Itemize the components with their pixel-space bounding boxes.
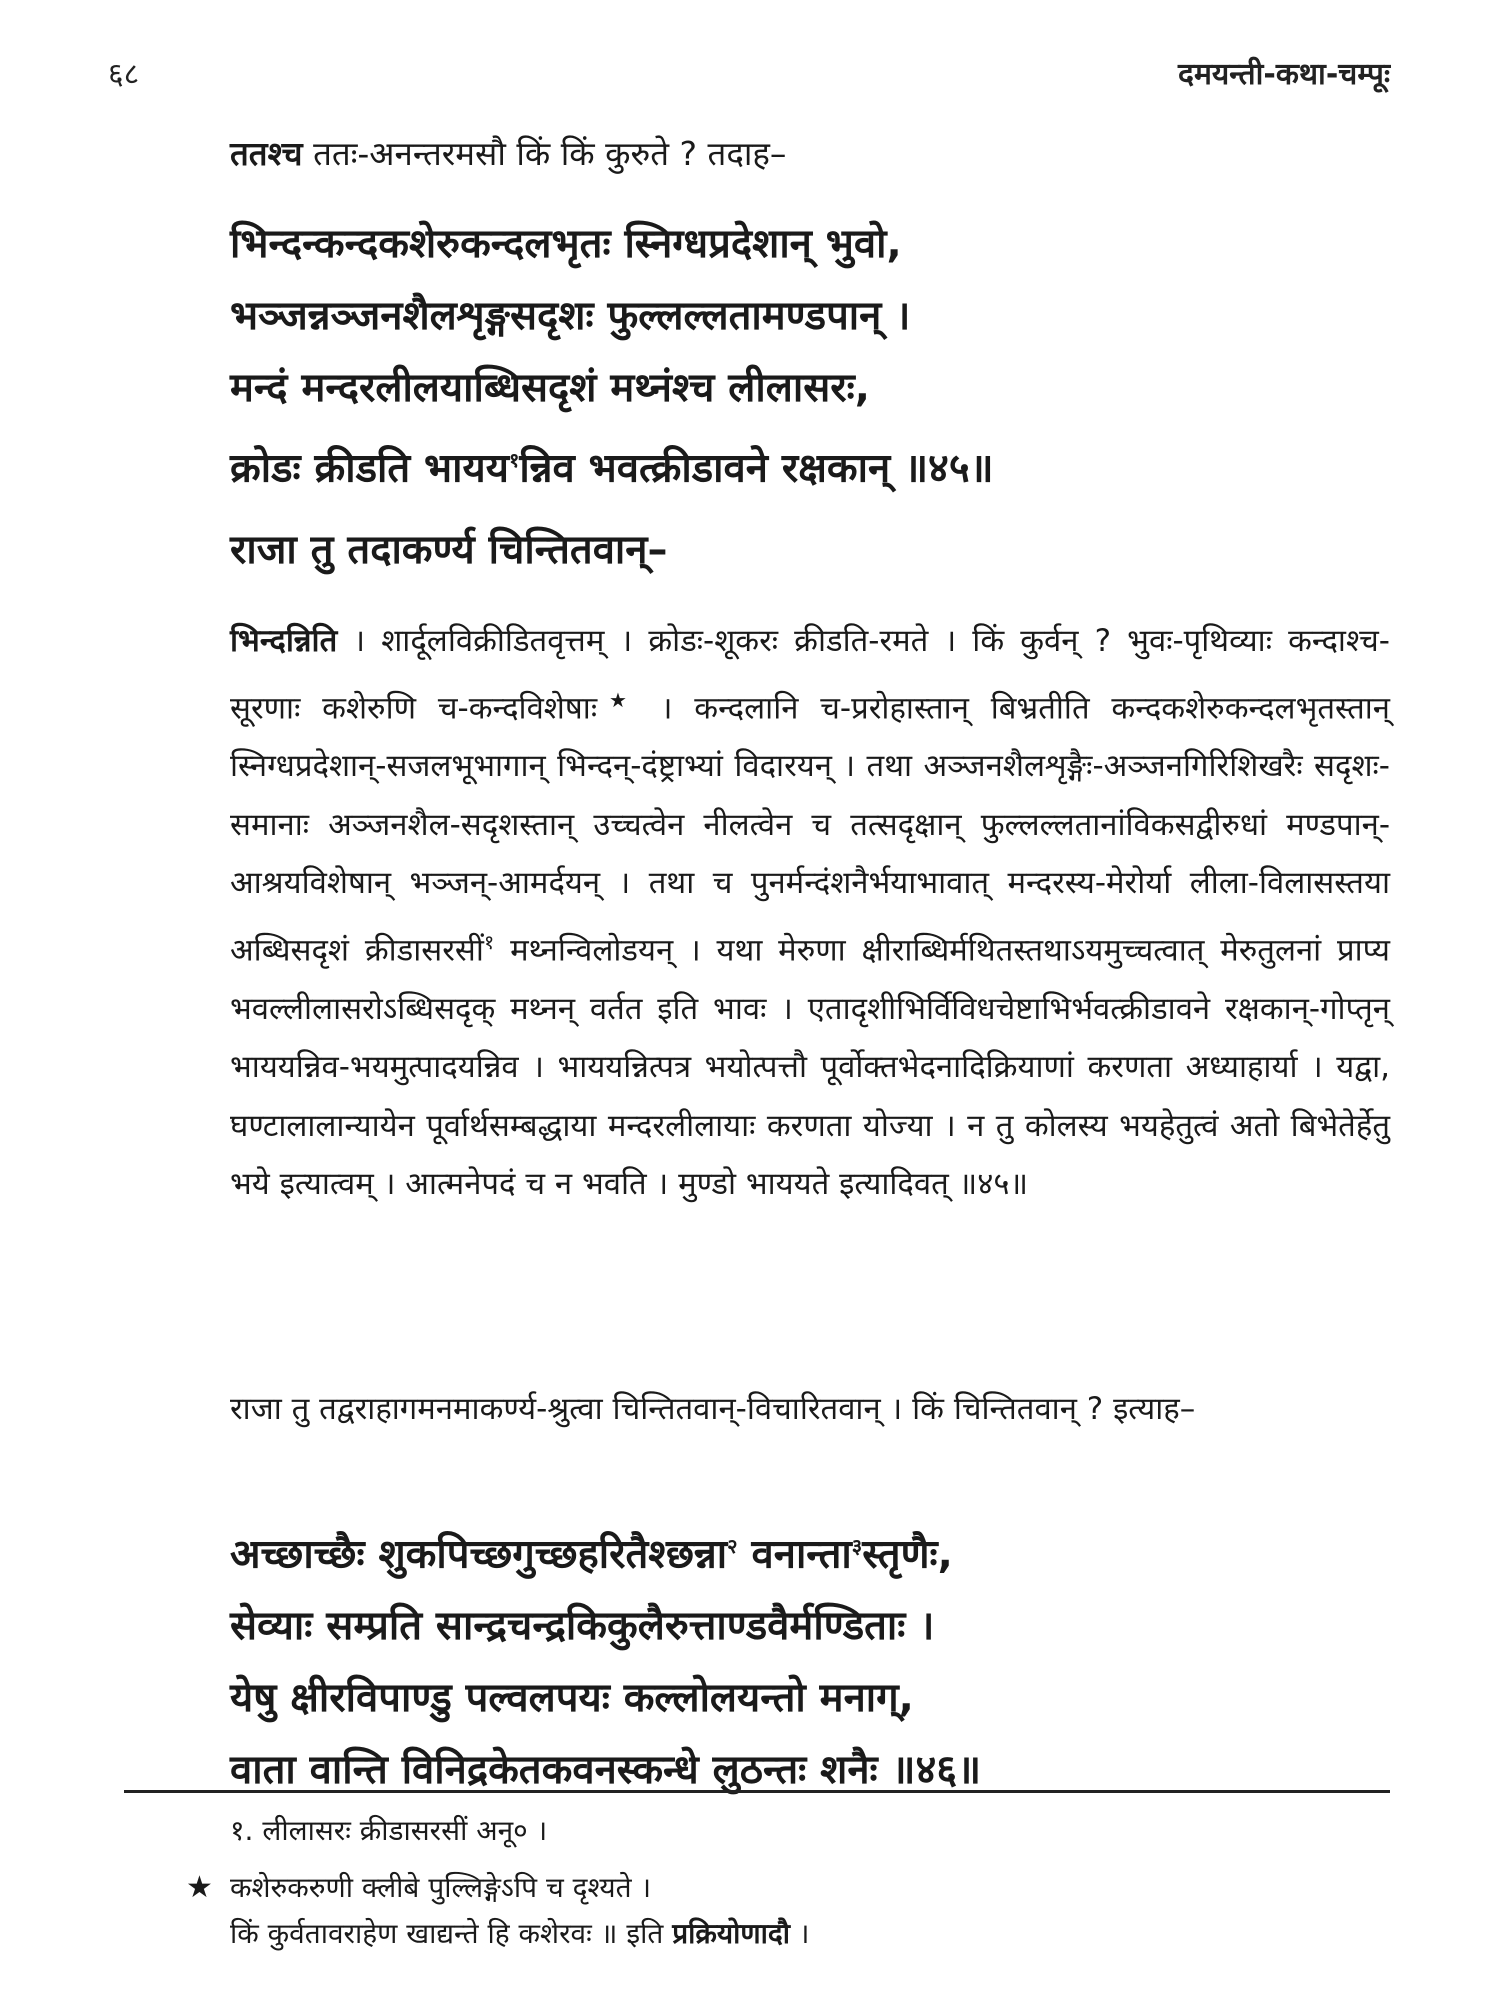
footnote-marker-1: १	[508, 448, 520, 472]
lead-46-text: राजा तु तद्वराहागमनमाकर्ण्य-श्रुत्वा चिन्तितवान्-विचारितवान् । किं चिन्तितवान् ? इत्याह–	[230, 1391, 1196, 1427]
verse-45-line-2: भञ्जन्नञ्जनशैलशृङ्गसदृशः फुल्लल्लतामण्डपान् ।	[230, 293, 911, 339]
verse-46-line-1a: अच्छाच्छैः शुकपिच्छगुच्छहरितैश्छन्ना	[230, 1531, 728, 1578]
footnote-star-line-1: कशेरुकरुणी क्लीबे पुल्लिङ्गेऽपि च दृश्यते ।	[230, 1871, 652, 1904]
footnote-marker-1-commentary: १	[483, 929, 495, 954]
verse-46	[230, 1510, 1392, 1806]
commentary-paragraph	[124, 612, 1390, 1214]
footnote-star-text: किं कुर्वतावराहेण खाद्यन्ते हि कशेरवः ॥ इति	[230, 1917, 673, 1950]
intro-line	[230, 128, 1392, 180]
page-number: ६८	[108, 57, 140, 92]
verse-45	[230, 208, 1392, 504]
intro-lead: ततश्च	[230, 134, 303, 173]
star-icon: ★	[186, 1870, 213, 1905]
lead-to-verse-46	[124, 1380, 1390, 1438]
commentary-part-2: । कन्दलानि च-प्ररोहास्तान् बिभ्रतीति कन्दकशेरुकन्दलभृतस्तान् स्निग्धप्रदेशान्-सजलभूभागान् भिन्दन्-दंष्ट्राभ्यां विदारयन् । तथा अञ्जनशैलशृङ्गैः-अञ्जनगिरिशिखरैः सदृशः-समानाः अञ्जनशैल-सदृशस्तान् उच्चत्वेन नीलत्वेन च तत्सदृक्षान् फुल्लल्लतानांविकसद्वीरुधां मण्डपान्-आश्रयविशेषान् भञ्जन्-आमर्दयन् । तथा च पुनर्मन्दंशनैर्भयाभावात् मन्दरस्य-मेरोर्या लीला-विलासस्तया अब्धिसदृशं क्रीडासरसीं	[230, 689, 1390, 969]
commentary-part-1: । शार्दूलविक्रीडितवृत्तम् । क्रोडः-शूकरः क्रीडति-रमते । किं कुर्वन् ? भुवः-पृथिव्याः कन्दाश्च-सूरणाः कशेरुणि च-कन्दविशेषाः	[230, 623, 1390, 726]
footnote-star-line-2	[230, 1911, 1390, 1957]
verse-46-line-1b: वनान्ता	[737, 1531, 852, 1578]
verse-46-line-3: येषु क्षीरविपाण्डु पल्वलपयः कल्लोलयन्तो मनाग्,	[230, 1675, 914, 1722]
footnote-star-end: ।	[789, 1917, 810, 1950]
verse-46-line-1	[230, 1510, 1392, 1590]
footnote-divider	[124, 1790, 1390, 1793]
verse-46-line-1c: स्तृणैः,	[862, 1531, 953, 1578]
verse-46-line-2: सेव्याः सम्प्रति सान्द्रचन्द्रकिकुलैरुत्ताण्डवैर्मण्डिताः ।	[230, 1603, 935, 1650]
footnote-star-source: प्रक्रियोणादौ	[672, 1917, 790, 1950]
footnote-star	[186, 1865, 1390, 1957]
star-marker: ★	[597, 687, 639, 712]
verse-45-line-4a: क्रोडः क्रीडति भायय	[230, 445, 509, 492]
commentary-lead: भिन्दन्निति	[230, 623, 338, 659]
verse-45-line-3: मन्दं मन्दरलीलयाब्धिसदृशं मथ्नंश्च लीलासरः,	[230, 365, 870, 411]
verse-45-line-1: भिन्दन्कन्दकशेरुकन्दलभृतः स्निग्धप्रदेशान् भुवो,	[230, 221, 902, 267]
running-title: दमयन्ती-कथा-चम्पूः	[1178, 57, 1390, 92]
footnote-marker-3: ३	[851, 1534, 863, 1558]
footnote-marker-2: २	[727, 1534, 738, 1558]
footnote-1: १. लीलासरः क्रीडासरसीं अनू० ।	[230, 1814, 548, 1847]
verse-45-line-4	[230, 424, 1392, 504]
commentary-45	[124, 612, 1390, 1214]
verse-45-line-4b: न्निव भवत्क्रीडावने रक्षकान् ॥४५॥	[519, 445, 994, 492]
section-heading: राजा तु तदाकर्ण्य चिन्तितवान्–	[230, 527, 668, 573]
intro-text: ततः-अनन्तरमसौ किं किं कुरुते ? तदाह–	[302, 134, 787, 173]
verse-46-line-4: वाता वान्ति विनिद्रकेतकवनस्कन्धे लुठन्तः शनैः ॥४६॥	[230, 1747, 982, 1794]
commentary-part-3: मथ्नन्विलोडयन् । यथा मेरुणा क्षीराब्धिर्मथितस्तथाऽयमुच्चत्वात् मेरुतुलनां प्राप्य भवल्लीलासरोऽब्धिसदृक् मथ्नन् वर्तत इति भावः । एतादृशीभिर्विविधचेष्टाभिर्भवत्क्रीडावने रक्षकान्-गोप्तृन् भाययन्निव-भयमुत्पादयन्निव । भाययन्नित्पत्र भयोत्पत्तौ पूर्वोक्तभेदनादिक्रियाणां करणता अध्याहार्या । यद्वा, घण्टालालान्यायेन पूर्वार्थसम्बद्धाया मन्दरलीलायाः करणता योज्या । न तु कोलस्य भयहेतुत्वं अतो बिभेतेर्हेतु भये इत्यात्वम् । आत्मनेपदं च न भवति । मुण्डो भाययते इत्यादिवत् ॥४५॥	[230, 932, 1390, 1203]
